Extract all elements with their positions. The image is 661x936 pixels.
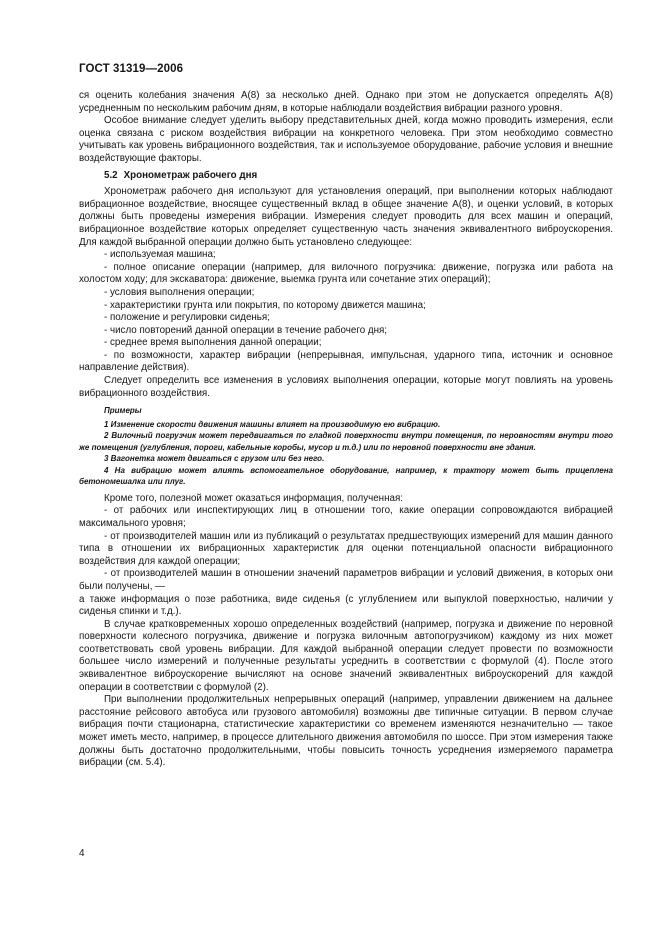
section-title: Хронометраж рабочего дня [123,169,258,181]
list-item: - используемая машина; [104,249,216,261]
page-content [79,90,613,770]
info-intro: Кроме того, полезной может оказаться информация, полученная: [104,492,403,504]
info-outro: а также информация о позе работника, виде сиденья (с углублением или выпуклой поверхностью, наличии у сиденья спинки и т.д.). [79,593,613,618]
examples-title: Примеры [104,406,142,416]
example-item: 3 Вагонетка может двигаться с грузом или без него. [104,454,325,464]
info-item: - от рабочих или инспектирующих лиц в отношении того, какие операции сопровождаются вибрацией максимального уровня; [79,505,613,529]
section-number: 5.2 [104,169,118,181]
list-item: - по возможности, характер вибрации (непрерывная, импульсная, ударного типа, источник и основное направление действия). [79,349,613,374]
paragraph-representative-days: Особое внимание следует уделить выбору представительных дней, когда можно проводить измерения, если оценка связана с риском воздействия вибрации на конкретного человека. При этом необходимо совместно учитывать как уровень вибрационного воздействия, так и используемое оборудование, рабочие условия и внешние воздействующие факторы. [79,115,613,164]
document-header: ГОСТ 31319—2006 [79,63,184,75]
list-item: - характеристики грунта или покрытия, по которому движется машина; [104,299,426,311]
section-heading [104,170,613,183]
paragraph-long-operations: При выполнении продолжительных непрерывных операций (например, управлении движением на дальнее расстояние рейсового автобуса или грузового автомобиля) возможны две типичные ситуации. В первом случае вибрация почти стационарна, статистические характеристики со временем изменяются незначительно — такое может иметь место, например, в процессе длительного движения автомобиля по шоссе. При этом измерения также должны быть достаточно продолжительными, чтобы повысить точность усреднения измеряемого параметра вибрации (см. 5.4). [79,694,613,769]
info-item: - от производителей машин или из публикаций о результатах предшествующих измерений для машин данного типа в отношении их вибрационных характеристик для оценки потенциальной опасности вибрационного воздействия для каждой операции; [79,530,613,567]
list-item: - полное описание операции (например, для вилочного погрузчика: движение, погрузка или работа на холостом ходу; для экскаватора: движение, выемка грунта или сочетание этих операций); [79,261,613,286]
paragraph-short-exposures: В случае кратковременных хорошо определенных воздействий (например, погрузка и движение по неровной поверхности колесного погрузчика, движение и погрузка вилочным автопогрузчиком) каждому из них может соответствовать свой уровень вибрации. Для каждой выбранной операции следует провести по возможности большее число измерений и полученные результаты усреднить в соответствии с формулой (4). После этого эквивалентное виброускорение вычисляют на основе значений эквивалентных виброускорений для каждой операции в соответствии с формулой (2). [79,618,613,693]
paragraph-continuation: ся оценить колебания значения A(8) за несколько дней. Однако при этом не допускается определять A(8) усредненным по нескольким рабочим дням, в которые наблюдали воздействия вибрации разного уровня. [79,90,613,114]
list-item: - среднее время выполнения данной операции; [104,337,322,349]
list-item: - положение и регулировки сиденья; [104,312,270,324]
section-intro: Хронометраж рабочего дня используют для установления операций, при выполнении которых наблюдают вибрационное воздействие, вносящее существенный вклад в общее значение A(8), и оценки условий, в которых должны быть проведены измерения вибрации. Измерения следует проводить для всех машин и операций, вибрационное воздействие которых определяет существенную часть значения эквивалентного виброускорения. Для каждой выбранной операции должно быть установлено следующее: [79,186,613,248]
page-number: 4 [79,848,85,859]
example-item: 4 На вибрацию может влиять вспомогательное оборудование, например, к трактору может быть прицеплена бетономешалка или плуг. [79,465,613,487]
list-item: - условия выполнения операции; [104,286,255,298]
list-item: - число повторений данной операции в течение рабочего дня; [104,324,388,336]
example-item: 2 Вилочный погрузчик может передвигаться по гладкой поверхности внутри помещения, по неровностям внутри того же помещения (углубления, пороги, кабельные коробы, мусор и т.д.) или по неровной поверхности вне здания. [79,431,613,452]
example-item: 1 Изменение скорости движения машины влияет на производимую ею вибрацию. [104,419,441,429]
section-outro: Следует определить все изменения в условиях выполнения операции, которые могут повлиять на уровень вибрационного воздействия. [79,375,613,399]
info-item: - от производителей машин в отношении значений параметров вибрации и условий движения, в которых они были получены, — [79,568,613,592]
